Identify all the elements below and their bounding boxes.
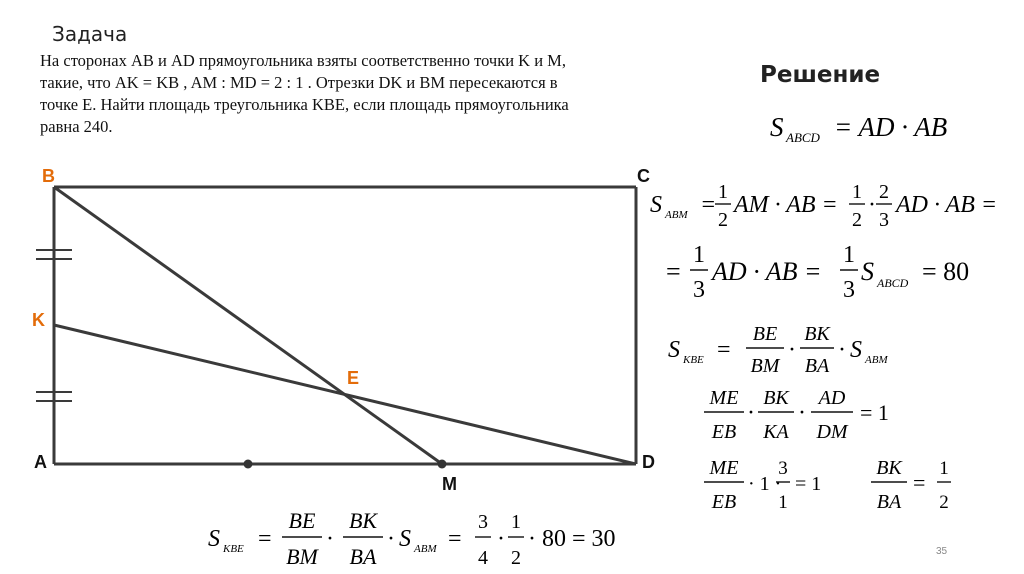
svg-text:· 1 ·: · 1 · [748,473,782,495]
solution-heading: Решение [760,62,881,88]
svg-text:ABCD: ABCD [877,276,909,290]
svg-text:AD · AB =: AD · AB = [896,192,998,218]
svg-text:=: = [700,192,717,218]
svg-text:KBE: KBE [683,354,704,366]
svg-text:EB: EB [711,421,737,443]
problem-line: точке E. Найти площадь треугольника KBE, если площадь прямоугольника [40,95,569,114]
svg-text:BA: BA [876,491,902,513]
svg-text:= 80: = 80 [922,257,970,286]
svg-text:= 1: = 1 [795,473,822,495]
svg-text:2: 2 [879,181,889,203]
svg-text:1: 1 [778,492,788,513]
formula-s-abcd [770,112,947,145]
svg-text:BM: BM [750,355,780,377]
label-a: A [34,452,47,472]
label-d: D [642,452,655,472]
point-m-dot [438,460,447,469]
label-k: K [32,310,45,330]
svg-text:S: S [650,192,662,218]
svg-text:·: · [798,400,806,426]
svg-text:BK: BK [348,508,378,533]
svg-text:·: · [326,526,334,552]
svg-text:·: · [497,526,505,552]
division-point [244,460,253,469]
label-b: B [42,166,55,186]
svg-text:S: S [861,257,874,286]
problem-line: На сторонах AB и AD прямоугольника взяты соответственно точки K и M, [40,51,566,70]
svg-text:BM: BM [286,544,318,569]
problem-line: равна 240. [40,117,113,136]
formula-s-abm-step2 [666,242,969,303]
label-m: M [442,474,457,494]
svg-text:1: 1 [718,181,728,203]
svg-text:= AD · AB: = AD · AB [834,112,948,142]
svg-text:BA: BA [804,355,830,377]
slide-number: 35 [936,546,948,557]
svg-text:1: 1 [852,181,862,203]
svg-text:AM · AB =: AM · AB = [734,192,838,218]
svg-text:AD: AD [818,387,846,409]
label-e: E [347,368,360,388]
svg-text:BE: BE [752,323,778,345]
slide-title: Задача [52,22,128,46]
svg-text:3: 3 [843,277,855,303]
svg-text:·: · [868,192,876,218]
svg-text:2: 2 [511,547,521,569]
svg-text:S: S [850,337,862,363]
svg-text:= 1: = 1 [860,400,889,425]
svg-text:=: = [913,470,926,495]
svg-text:1: 1 [693,242,705,268]
svg-text:3: 3 [693,277,705,303]
svg-text:ABM: ABM [414,543,437,555]
svg-text:BA: BA [349,544,377,569]
svg-text:ABM: ABM [665,209,688,221]
svg-text:ABM: ABM [865,354,888,366]
svg-text:·: · [788,337,796,363]
problem-line: такие, что AK = KB , AM : MD = 2 : 1 . Отрезки DK и BM пересекаются в [40,73,558,92]
svg-text:=: = [258,526,272,552]
svg-text:ME: ME [709,387,739,409]
svg-text:S: S [668,337,680,363]
svg-text:BE: BE [288,508,316,533]
svg-text:·: · [747,400,755,426]
svg-text:ME: ME [709,457,739,479]
rectangle-abcd [54,187,636,464]
segment-bm [54,187,442,464]
svg-text:S: S [770,112,784,142]
formula-menelaus [704,387,889,443]
svg-text:AD · AB =: AD · AB = [712,257,822,286]
svg-text:4: 4 [478,547,488,569]
svg-text:·: · [838,337,846,363]
svg-text:=: = [717,337,731,363]
svg-text:1: 1 [511,511,521,533]
svg-text:=: = [448,526,462,552]
svg-text:BK: BK [876,457,902,479]
svg-text:KBE: KBE [223,543,244,555]
formula-s-abm-step1 [650,181,997,231]
label-c: C [637,166,650,186]
formula-bk-ba [871,457,951,513]
svg-text:=: = [666,257,681,286]
svg-text:EB: EB [711,491,737,513]
svg-text:ABCD: ABCD [786,130,820,145]
svg-text:S: S [208,526,220,552]
svg-text:BK: BK [804,323,830,345]
svg-text:3: 3 [478,511,488,533]
segment-kd [54,325,636,464]
svg-text:1: 1 [843,242,855,268]
svg-text:BK: BK [763,387,789,409]
svg-text:DM: DM [816,421,848,443]
svg-text:· 80 = 30: · 80 = 30 [528,526,616,552]
svg-text:2: 2 [939,492,949,513]
formula-s-kbe [668,323,888,377]
svg-text:·: · [387,526,395,552]
svg-text:3: 3 [879,209,889,231]
svg-text:S: S [399,526,411,552]
svg-text:3: 3 [778,458,788,479]
svg-text:KA: KA [763,421,789,443]
svg-text:2: 2 [718,209,728,231]
formula-menelaus-substituted [704,457,821,513]
svg-text:2: 2 [852,209,862,231]
formula-final-answer [208,508,616,569]
svg-text:1: 1 [939,458,949,479]
